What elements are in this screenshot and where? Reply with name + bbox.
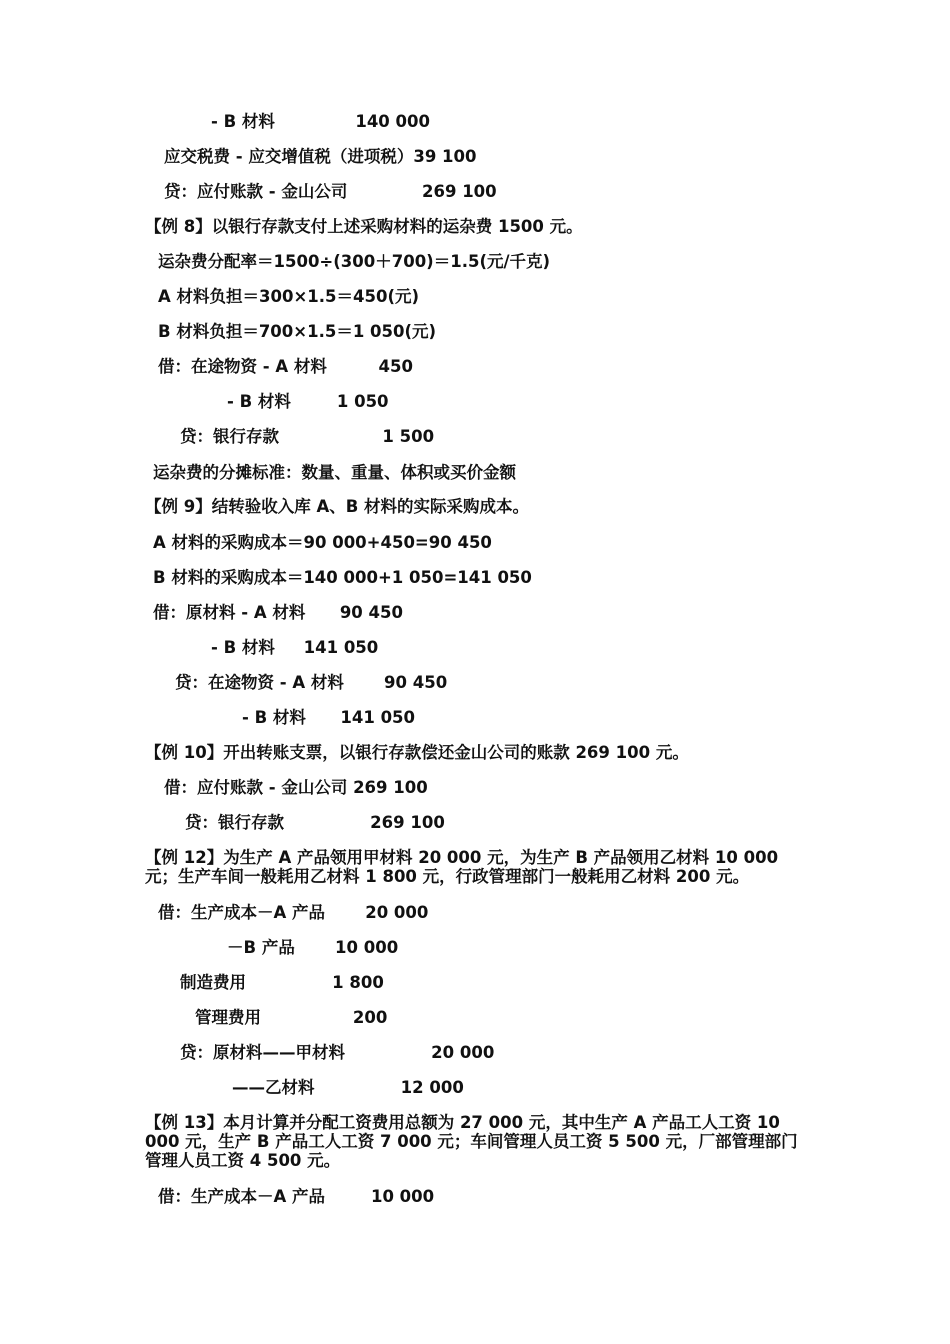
- text-line: 贷：应付账款 - 金山公司 269 100: [164, 182, 497, 201]
- text-line: 借：应付账款 - 金山公司 269 100: [164, 778, 428, 797]
- text-line: B 材料的采购成本＝140 000+1 050=141 050: [153, 568, 532, 587]
- text-line: 贷：银行存款 269 100: [185, 813, 445, 832]
- text-line: 制造费用 1 800: [180, 973, 384, 992]
- text-line: A 材料负担＝300×1.5＝450(元): [158, 287, 420, 306]
- text-line: - B 材料 140 000: [211, 112, 430, 131]
- text-line: 贷：原材料——甲材料 20 000: [180, 1043, 495, 1062]
- text-line: 应交税费 - 应交增值税（进项税）39 100: [164, 147, 477, 166]
- text-line: ——乙材料 12 000: [232, 1078, 464, 1097]
- text-line: - B 材料 1 050: [227, 392, 389, 411]
- text-line: 运杂费的分摊标准：数量、重量、体积或买价金额: [153, 463, 516, 482]
- text-line: - B 材料 141 050: [211, 638, 379, 657]
- text-line: - B 材料 141 050: [242, 708, 416, 727]
- text-line: 借：在途物资 - A 材料 450: [158, 357, 413, 376]
- example-heading: 【例 9】结转验收入库 A、B 材料的实际采购成本。: [145, 497, 530, 516]
- example-heading: 【例 8】以银行存款支付上述采购材料的运杂费 1500 元。: [145, 217, 583, 236]
- text-line: 借：生产成本－A 产品 20 000: [158, 903, 429, 922]
- text-line: －B 产品 10 000: [227, 938, 399, 957]
- example-heading: 【例 10】开出转账支票，以银行存款偿还金山公司的账款 269 100 元。: [145, 743, 689, 762]
- text-line: 运杂费分配率＝1500÷(300＋700)＝1.5(元/千克): [158, 252, 551, 271]
- text-line: 贷：银行存款 1 500: [180, 427, 435, 446]
- text-line: 管理费用 200: [195, 1008, 388, 1027]
- text-line: A 材料的采购成本＝90 000+450=90 450: [153, 533, 492, 552]
- text-line: 贷：在途物资 - A 材料 90 450: [175, 673, 448, 692]
- example-heading: 【例 13】本月计算并分配工资费用总额为 27 000 元，其中生产 A 产品工人工资 10 000 元，生产 B 产品工人工资 7 000 元；车间管理人员工资 5 500 元，厂部管理部门管理人员工资 4 500 元。: [145, 1113, 798, 1170]
- example-heading: 【例 12】为生产 A 产品领用甲材料 20 000 元，为生产 B 产品领用乙材料 10 000 元；生产车间一般耗用乙材料 1 800 元，行政管理部门一般耗用乙材料 200 元。: [145, 848, 779, 886]
- text-line: B 材料负担＝700×1.5＝1 050(元): [158, 322, 437, 341]
- text-line: 借：生产成本－A 产品 10 000: [158, 1187, 435, 1206]
- text-line: 借：原材料 - A 材料 90 450: [153, 603, 403, 622]
